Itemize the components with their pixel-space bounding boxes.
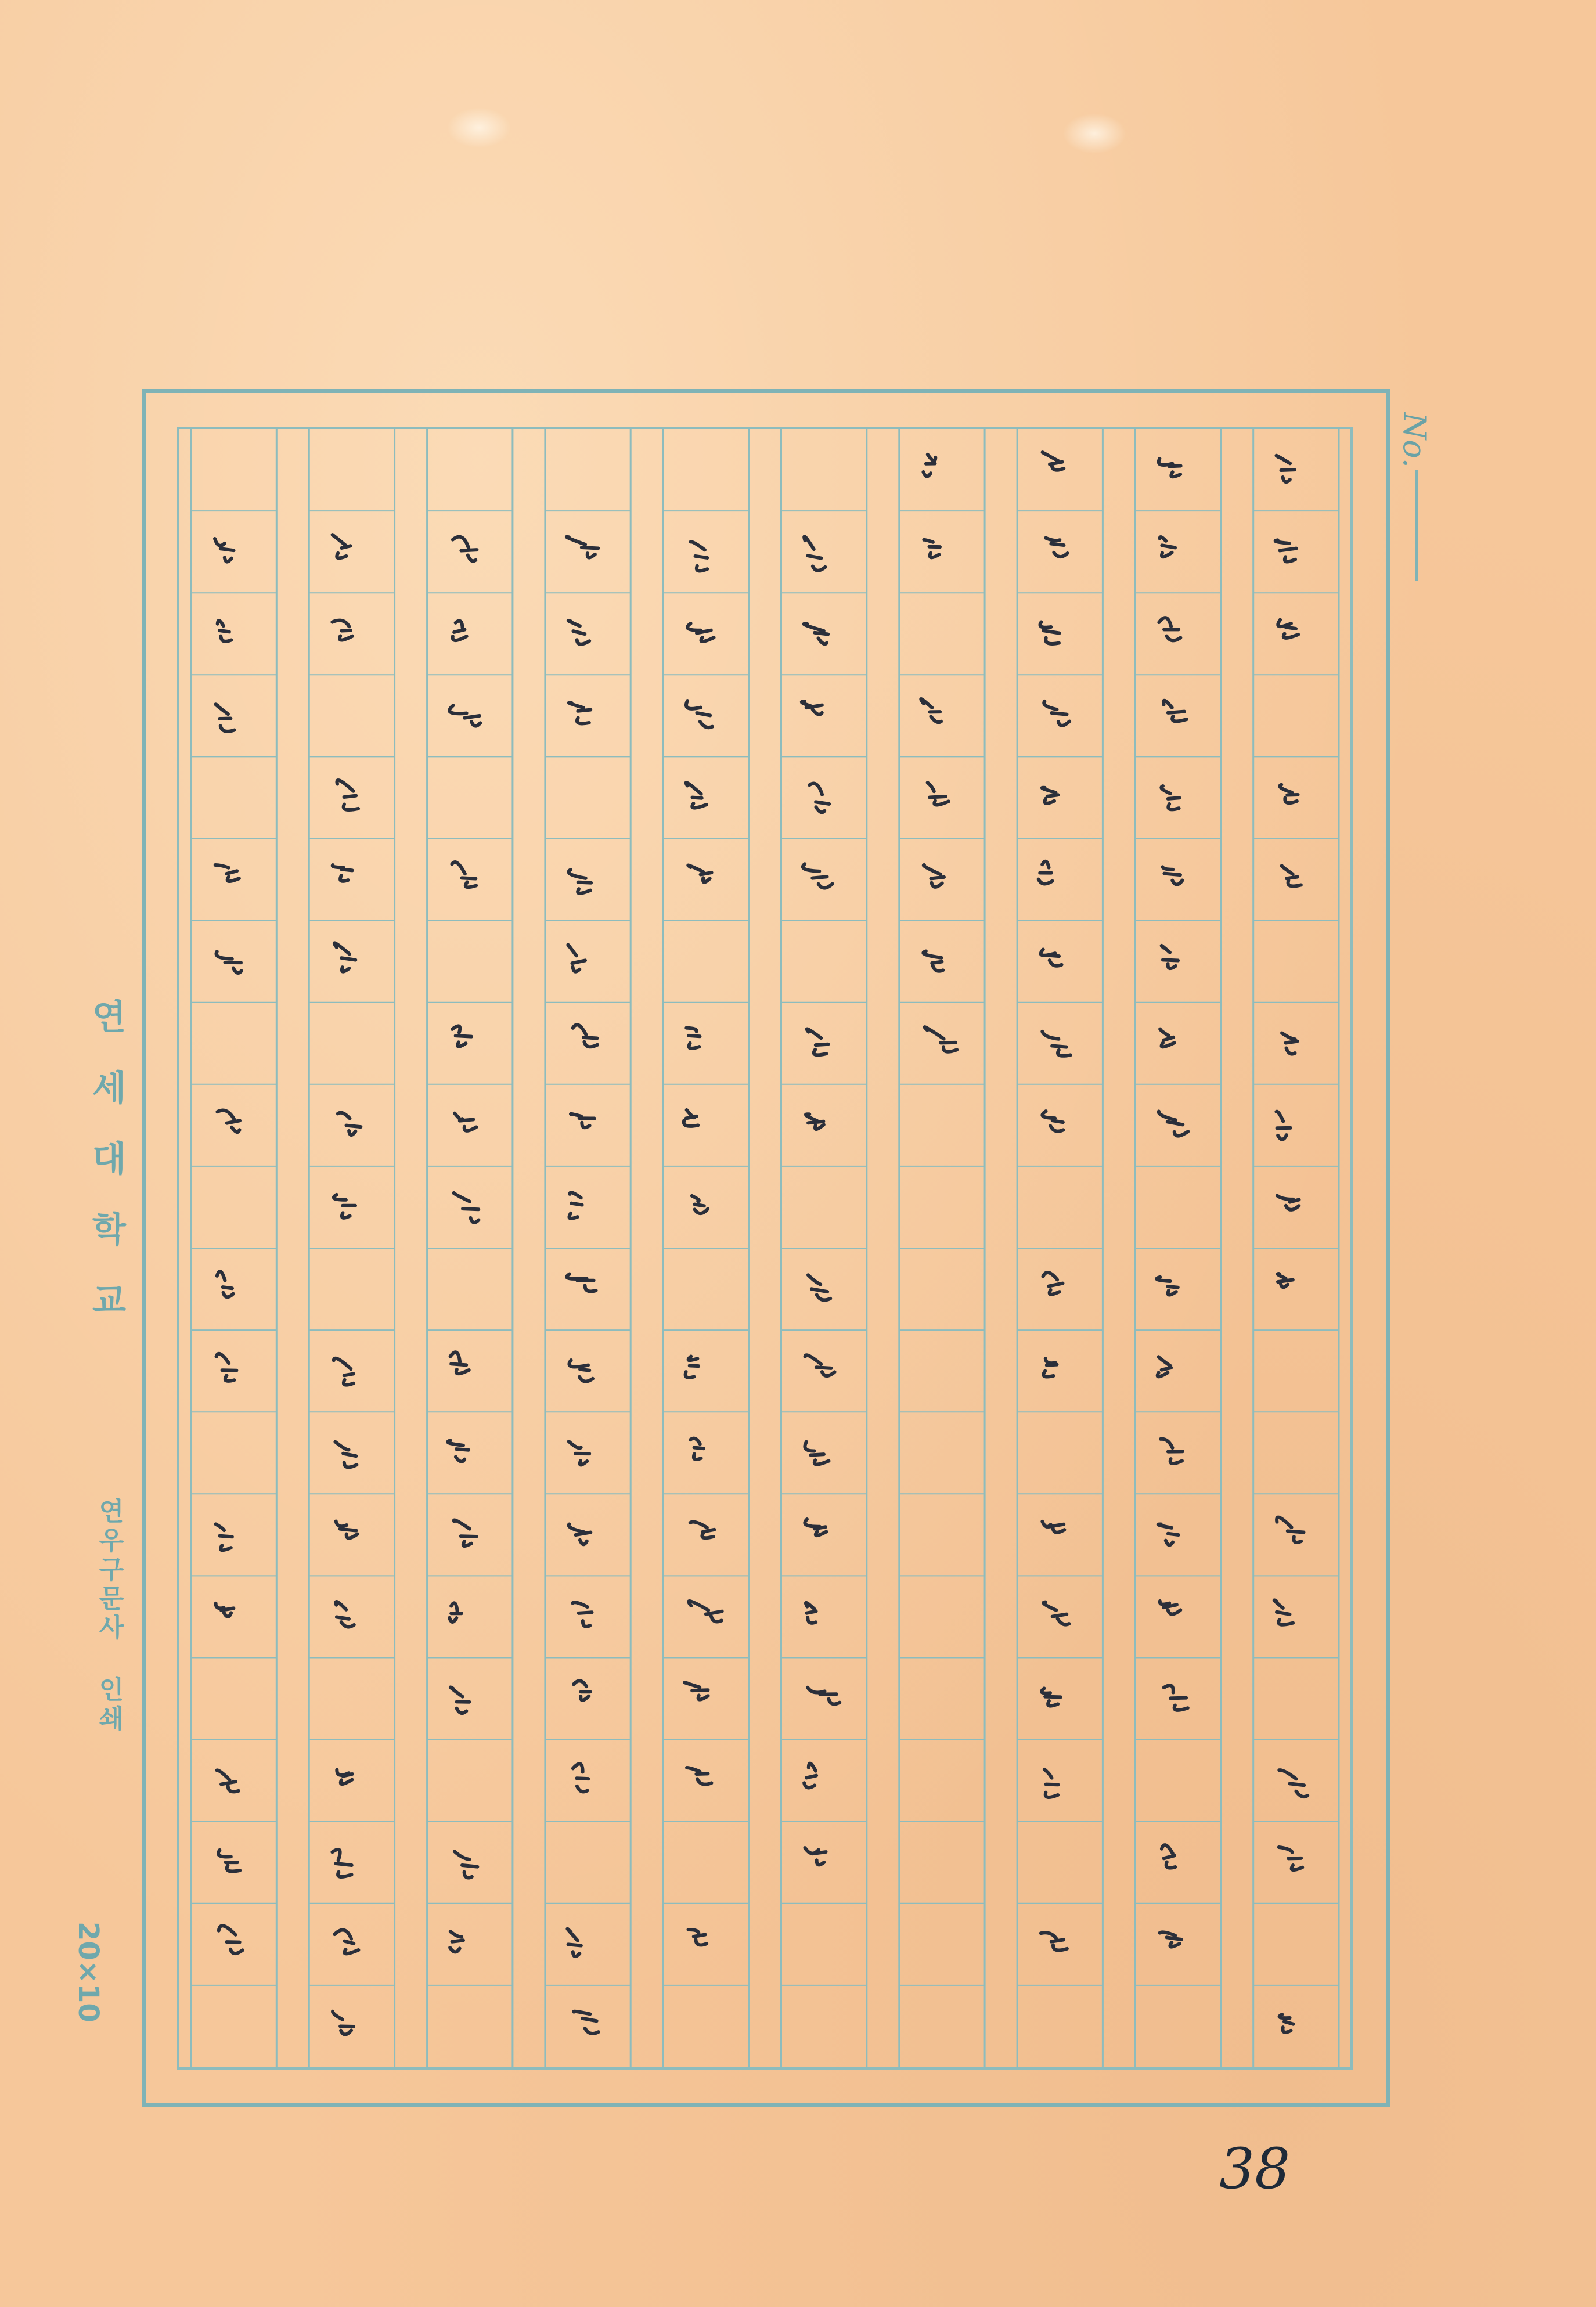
handwritten-glyph xyxy=(453,537,477,561)
handwritten-glyph xyxy=(1159,1111,1188,1136)
handwritten-glyph xyxy=(1043,1273,1062,1295)
handwritten-glyph xyxy=(1041,949,1062,965)
handwritten-glyph xyxy=(923,951,943,971)
handwritten-glyph xyxy=(928,783,949,805)
handwritten-glyph xyxy=(1042,788,1058,803)
handwritten-glyph xyxy=(1044,701,1069,726)
handwritten-glyph xyxy=(1162,867,1182,884)
handwritten-glyph xyxy=(1163,701,1187,722)
handwritten-glyph xyxy=(334,1930,358,1954)
handwritten-glyph xyxy=(568,870,591,893)
handwritten-glyph xyxy=(1276,540,1296,561)
handwritten-glyph xyxy=(804,1764,816,1788)
handwritten-glyph xyxy=(808,1688,840,1704)
handwritten-glyph xyxy=(805,1519,826,1535)
handwritten-glyph xyxy=(217,1111,240,1133)
handwritten-glyph xyxy=(568,621,589,644)
handwritten-glyph xyxy=(569,1192,582,1219)
document-number-label: No. xyxy=(1396,412,1433,468)
handwritten-glyph xyxy=(217,1354,237,1381)
handwritten-glyph xyxy=(454,1193,479,1223)
handwritten-glyph xyxy=(806,1603,816,1623)
handwritten-glyph xyxy=(1044,1769,1058,1797)
handwritten-glyph xyxy=(1279,1847,1302,1870)
handwritten-glyph xyxy=(215,704,234,731)
handwritten-glyph xyxy=(1042,1688,1061,1706)
printer-credit: 연우구문사 인쇄 xyxy=(94,1498,124,1734)
handwritten-glyph xyxy=(1277,1517,1303,1542)
handwritten-glyph xyxy=(1160,1029,1174,1047)
handwritten-glyph xyxy=(455,1113,476,1131)
handwritten-glyph xyxy=(450,1931,463,1952)
handwritten-text xyxy=(177,427,1353,2070)
handwritten-glyph xyxy=(808,1275,830,1300)
handwritten-glyph xyxy=(805,1355,835,1376)
handwritten-glyph xyxy=(1158,1357,1171,1376)
handwritten-glyph xyxy=(923,455,935,477)
handwritten-glyph xyxy=(1161,786,1179,809)
handwritten-glyph xyxy=(1276,456,1294,482)
handwritten-glyph xyxy=(218,1850,240,1872)
handwritten-glyph xyxy=(333,865,352,881)
handwritten-glyph xyxy=(572,1602,592,1627)
handwritten-glyph xyxy=(1158,1524,1179,1545)
document-number-line xyxy=(1415,470,1418,581)
handwritten-glyph xyxy=(571,1114,595,1128)
handwritten-glyph xyxy=(690,1439,704,1459)
handwritten-glyph xyxy=(332,1850,351,1877)
handwritten-glyph xyxy=(569,1441,589,1465)
handwritten-glyph xyxy=(806,1114,824,1129)
handwritten-glyph xyxy=(1282,1033,1298,1054)
handwritten-glyph xyxy=(573,1764,588,1791)
handwritten-glyph xyxy=(454,1520,477,1546)
handwritten-glyph xyxy=(804,623,828,644)
handwritten-glyph xyxy=(567,1274,596,1292)
handwritten-glyph xyxy=(336,1521,358,1538)
handwritten-glyph xyxy=(216,1603,234,1617)
handwritten-glyph xyxy=(567,1929,581,1957)
handwritten-glyph xyxy=(451,1687,469,1713)
handwritten-glyph xyxy=(1042,1111,1063,1131)
handwritten-glyph xyxy=(215,865,239,881)
handwritten-glyph xyxy=(335,1442,356,1468)
handwritten-glyph xyxy=(1162,946,1178,968)
handwritten-glyph xyxy=(686,1028,700,1048)
handwritten-glyph xyxy=(332,621,352,640)
handwritten-glyph xyxy=(1277,1196,1299,1210)
handwritten-glyph xyxy=(453,621,467,641)
handwritten-glyph xyxy=(452,862,476,887)
handwritten-glyph xyxy=(803,864,833,888)
handwritten-glyph xyxy=(1046,538,1067,557)
handwritten-glyph xyxy=(1157,1277,1177,1295)
handwritten-glyph xyxy=(451,1352,469,1374)
handwritten-glyph xyxy=(686,783,707,808)
handwritten-glyph xyxy=(1042,1032,1070,1056)
handwritten-glyph xyxy=(924,540,940,558)
handwritten-glyph xyxy=(217,1271,233,1297)
handwritten-glyph xyxy=(691,542,708,571)
handwritten-glyph xyxy=(692,1196,708,1213)
handwritten-glyph xyxy=(333,535,351,558)
handwritten-glyph xyxy=(1161,1439,1183,1463)
handwritten-glyph xyxy=(1160,1601,1181,1614)
handwritten-glyph xyxy=(689,1601,722,1621)
handwritten-glyph xyxy=(1160,537,1175,557)
handwritten-glyph xyxy=(215,539,233,562)
handwritten-glyph xyxy=(1159,618,1180,640)
university-name: 연세대학교 xyxy=(86,999,127,1353)
handwritten-glyph xyxy=(337,1770,352,1785)
handwritten-glyph xyxy=(921,699,941,722)
handwritten-glyph xyxy=(687,1768,711,1785)
handwritten-glyph xyxy=(1042,1522,1064,1533)
handwritten-glyph xyxy=(449,705,480,726)
handwritten-glyph xyxy=(217,1770,239,1791)
handwritten-glyph xyxy=(569,1524,591,1545)
handwritten-glyph xyxy=(684,1110,698,1126)
handwritten-glyph xyxy=(573,1025,597,1047)
handwritten-glyph xyxy=(688,866,711,882)
handwritten-glyph xyxy=(219,1926,243,1953)
document-number-field xyxy=(1393,406,1446,592)
handwritten-glyph xyxy=(334,1358,354,1385)
handwritten-glyph xyxy=(1280,785,1298,803)
handwritten-glyph xyxy=(337,780,358,810)
punch-hole-left xyxy=(447,107,511,148)
handwritten-glyph xyxy=(569,1360,593,1382)
handwritten-glyph xyxy=(455,1851,477,1877)
handwritten-glyph xyxy=(1162,1845,1175,1868)
handwritten-glyph xyxy=(218,621,232,641)
handwritten-glyph xyxy=(1278,1274,1293,1287)
handwritten-glyph xyxy=(1039,861,1053,884)
handwritten-glyph xyxy=(1278,620,1298,638)
grid-size-label: 20×10 xyxy=(72,1922,105,2023)
handwritten-glyph xyxy=(448,1440,469,1461)
handwritten-glyph xyxy=(216,1524,232,1550)
handwritten-glyph xyxy=(684,1682,708,1699)
handwritten-glyph xyxy=(1159,459,1181,477)
handwritten-glyph xyxy=(334,943,355,971)
punch-hole-right xyxy=(1062,113,1126,154)
handwritten-glyph xyxy=(216,951,241,973)
handwritten-glyph xyxy=(1274,1600,1293,1624)
handwritten-glyph xyxy=(452,1026,471,1046)
handwritten-glyph xyxy=(1043,452,1064,470)
handwritten-glyph xyxy=(807,1029,828,1055)
handwritten-glyph xyxy=(334,1195,355,1218)
handwritten-glyph xyxy=(805,1442,828,1465)
handwritten-glyph xyxy=(924,1027,957,1052)
handwritten-glyph xyxy=(1041,1933,1067,1950)
handwritten-glyph xyxy=(809,784,829,813)
handwritten-glyph xyxy=(687,623,714,641)
handwritten-glyph xyxy=(449,1603,462,1622)
handwritten-glyph xyxy=(805,1848,826,1865)
handwritten-glyph xyxy=(924,865,944,887)
handwritten-glyph xyxy=(686,1356,698,1378)
handwritten-glyph xyxy=(1282,866,1301,886)
handwritten-glyph xyxy=(1164,1685,1188,1710)
handwritten-glyph xyxy=(569,702,590,723)
handwritten-glyph xyxy=(1043,1358,1057,1376)
handwritten-glyph xyxy=(1279,1770,1307,1797)
handwritten-glyph xyxy=(804,536,825,571)
handwritten-glyph xyxy=(574,1681,590,1700)
page-number: 38 xyxy=(1219,2136,1291,2201)
handwritten-glyph xyxy=(1276,1112,1290,1140)
handwritten-glyph xyxy=(567,537,598,558)
handwritten-glyph xyxy=(333,2012,354,2035)
handwritten-glyph xyxy=(690,1522,715,1538)
handwritten-glyph xyxy=(686,701,712,727)
handwritten-glyph xyxy=(1040,622,1059,644)
handwritten-glyph xyxy=(574,2012,599,2034)
handwritten-glyph xyxy=(1280,2014,1294,2032)
handwritten-glyph xyxy=(1043,1602,1069,1625)
handwritten-glyph xyxy=(338,1113,361,1135)
handwritten-glyph xyxy=(336,1602,354,1627)
handwritten-glyph xyxy=(1159,1932,1181,1946)
handwritten-glyph xyxy=(802,701,822,715)
handwritten-glyph xyxy=(688,1930,707,1945)
handwritten-glyph xyxy=(568,945,585,971)
